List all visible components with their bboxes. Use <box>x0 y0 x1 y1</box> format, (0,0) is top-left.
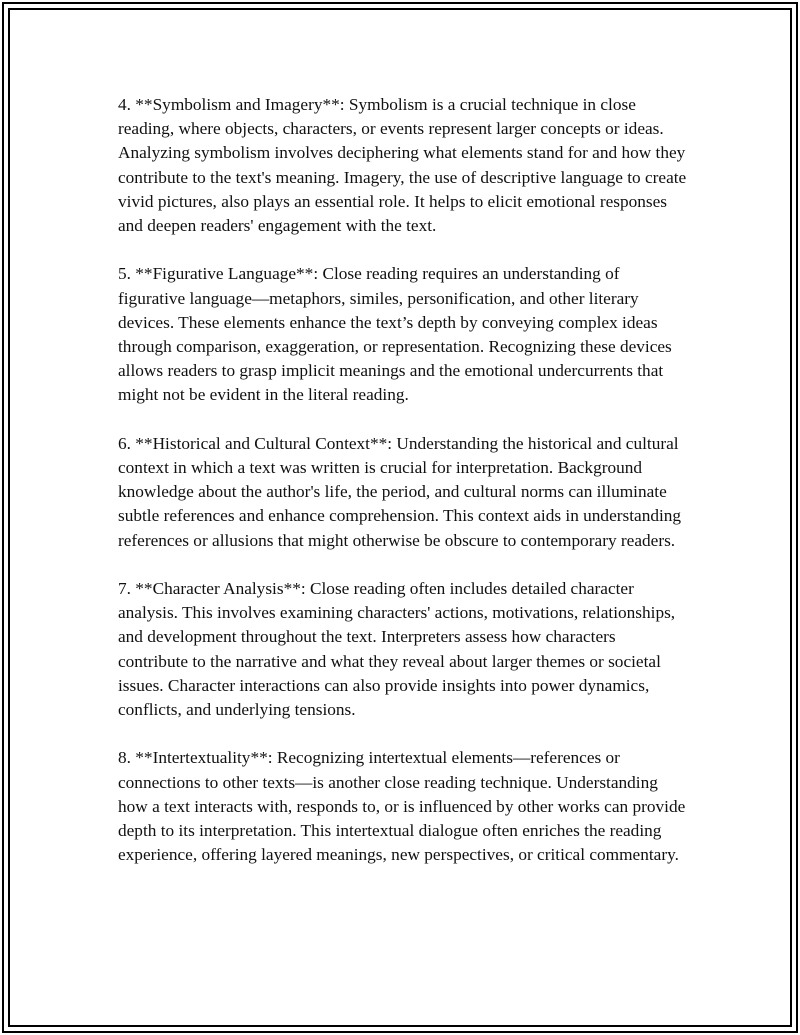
paragraph-figurative-language: 5. **Figurative Language**: Close reading requires an understanding of figurative language—metaphors, similes, personification, and other literary devices. These elements enhance the text’s depth by conveying complex ideas through comparison, exaggeration, or representation. Recognizing these devices allows readers to grasp implicit meanings and the emotional undercurrents that might not be evident in the literal reading. <box>118 264 672 405</box>
paragraph-symbolism-and-imagery: 4. **Symbolism and Imagery**: Symbolism is a crucial technique in close reading, where objects, characters, or events represent larger concepts or ideas. Analyzing symbolism involves deciphering what elements stand for and how they contribute to the text's meaning. Imagery, the use of descriptive language to create vivid pictures, also plays an essential role. It helps to elicit emotional responses and deepen readers' engagement with the text. <box>118 95 687 236</box>
document-body <box>118 93 688 867</box>
paragraph-character-analysis: 7. **Character Analysis**: Close reading often includes detailed character analysis. This involves examining characters' actions, motivations, relationships, and development throughout the text. Interpreters assess how characters contribute to the narrative and what they reveal about larger themes or societal issues. Character interactions can also provide insights into power dynamics, conflicts, and underlying tensions. <box>118 579 676 720</box>
paragraph-intertextuality: 8. **Intertextuality**: Recognizing intertextual elements—references or connections to other texts—is another close reading technique. Understanding how a text interacts with, responds to, or is influenced by other works can provide depth to its interpretation. This intertextual dialogue often enriches the reading experience, offering layered meanings, new perspectives, or critical commentary. <box>118 748 686 865</box>
paragraph-historical-cultural-context: 6. **Historical and Cultural Context**: Understanding the historical and cultural context in which a text was written is crucial for interpretation. Background knowledge about the author's life, the period, and cultural norms can illuminate subtle references and enhance comprehension. This context aids in understanding references or allusions that might otherwise be obscure to contemporary readers. <box>118 433 682 550</box>
